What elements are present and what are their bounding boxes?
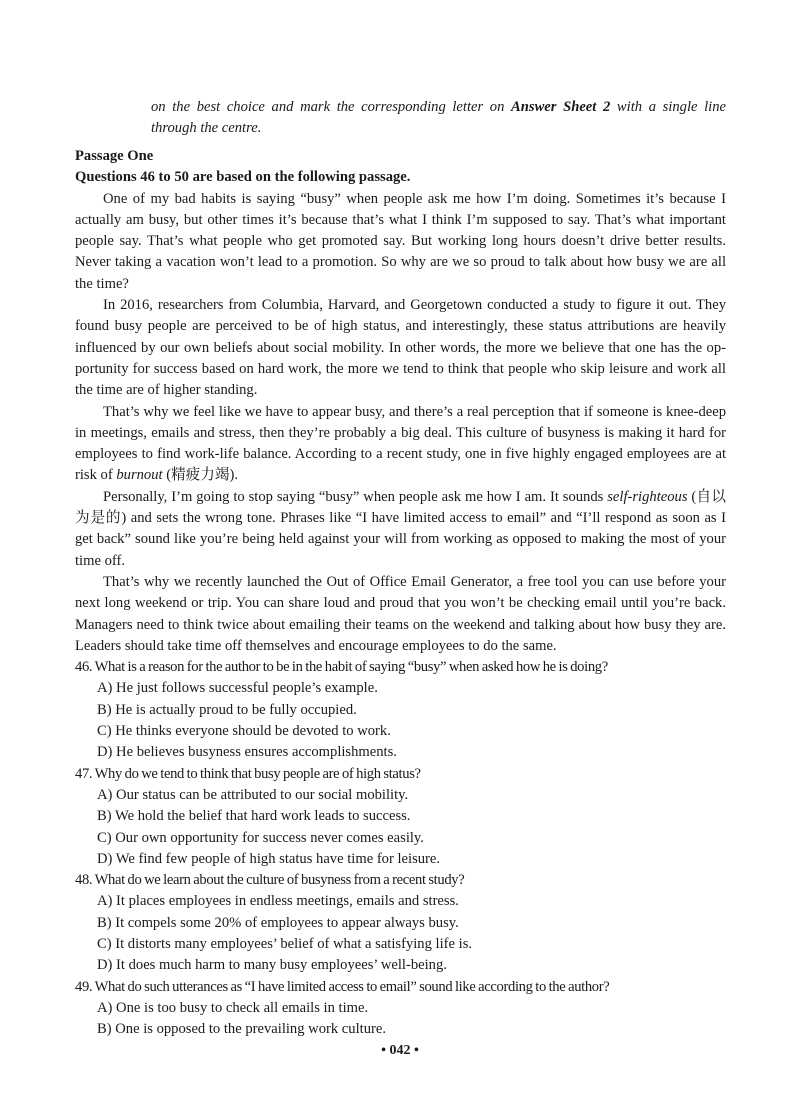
paragraph-4: Personally, I’m going to stop saying “busy” when people ask me how I am. It sounds self-righteous (自以为是的) and sets the wrong tone. Phrases like “I have limited access to email” and “I’ll respond as soon as I get back” sound like you’re being held against your will from working as opposed to making the most of your time off. xyxy=(75,488,727,569)
option-a: A) He just follows successful people’s example. xyxy=(97,680,378,697)
question-46 xyxy=(75,657,726,763)
option-a: A) Our status can be attributed to our social mobility. xyxy=(97,786,409,803)
answer-sheet-label: Answer Sheet 2 xyxy=(511,99,611,115)
option-c: C) Our own opportunity for success never comes easily. xyxy=(97,829,424,846)
option-a: A) One is too busy to check all emails in time. xyxy=(97,999,369,1016)
option-d: D) It does much harm to many busy employees’ well-being. xyxy=(97,957,447,974)
page-number: • 042 • xyxy=(381,1043,419,1058)
option-d: D) We find few people of high status have time for leisure. xyxy=(97,850,441,867)
option-b: B) It compels some 20% of employees to appear always busy. xyxy=(97,914,459,931)
question-47 xyxy=(75,764,726,870)
question-stem: 49. What do such utterances as “I have limited access to email” sound like according to the author? xyxy=(75,978,610,995)
question-stem: 46. What is a reason for the author to be in the habit of saying “busy” when asked how he is doing? xyxy=(75,659,608,676)
passage-content xyxy=(75,146,726,1040)
instructions-text-before: on the best choice and mark the corresponding letter on xyxy=(151,99,512,115)
question-48 xyxy=(75,870,726,976)
question-49 xyxy=(75,977,726,1041)
option-c: C) It distorts many employees’ belief of what a satisfying life is. xyxy=(97,935,473,952)
option-d: D) He believes busyness ensures accomplishments. xyxy=(97,744,397,761)
passage-directions: Questions 46 to 50 are based on the following passage. xyxy=(75,169,411,186)
instructions-text-after: with a single line through the centre. xyxy=(151,99,726,136)
option-c: C) He thinks everyone should be devoted to work. xyxy=(97,723,391,740)
option-b: B) We hold the belief that hard work leads to success. xyxy=(97,808,411,825)
question-stem: 47. Why do we tend to think that busy people are of high status? xyxy=(75,765,421,782)
paragraph-2: In 2016, researchers from Columbia, Harvard, and Georgetown conducted a study to figure it out. They found busy people are perceived to be of high status, and interestingly, these status attributions are heavily influenced by our own beliefs about social mobility. In other words, the more we believe that one has the opportunity for success based on hard work, the more we tend to think that people who skip leisure and work all the time are of higher standing. xyxy=(75,297,726,399)
paragraph-3: That’s why we feel like we have to appear busy, and there’s a real perception that if someone is knee-deep in meetings, emails and stress, then they’re probably a big deal. This culture of busyness is making it hard for employees to find work-life balance. According to a recent study, one in five highly engaged employees are at risk of burnout (精疲力竭). xyxy=(75,403,726,484)
passage-title: Passage One xyxy=(75,148,154,164)
question-stem: 48. What do we learn about the culture of busyness from a recent study? xyxy=(75,872,465,889)
paragraph-1: One of my bad habits is saying “busy” when people ask me how I’m doing. Sometimes it’s because I actually am busy, but other times it’s because that’s what I think I’m supposed to say. That’s what important people say. That’s what people who get promoted say. But working long hours doesn’t drive better results. Never taking a vacation won’t lead to a promotion. So why are we so proud to talk about how busy we are all the time? xyxy=(75,190,726,292)
instructions xyxy=(151,97,726,139)
option-b: B) He is actually proud to be fully occupied. xyxy=(97,701,357,718)
paragraph-5: That’s why we recently launched the Out of Office Email Generator, a free tool you can use before your next long weekend or trip. You can share loud and proud that you won’t be checking email until you’re back. Managers need to think twice about emailing their teams on the weekend and talking about how busy they are. Leaders should take time off themselves and encourage employees to do the same. xyxy=(75,573,726,654)
option-b: B) One is opposed to the prevailing work culture. xyxy=(97,1021,386,1038)
option-a: A) It places employees in endless meetings, emails and stress. xyxy=(97,893,459,910)
